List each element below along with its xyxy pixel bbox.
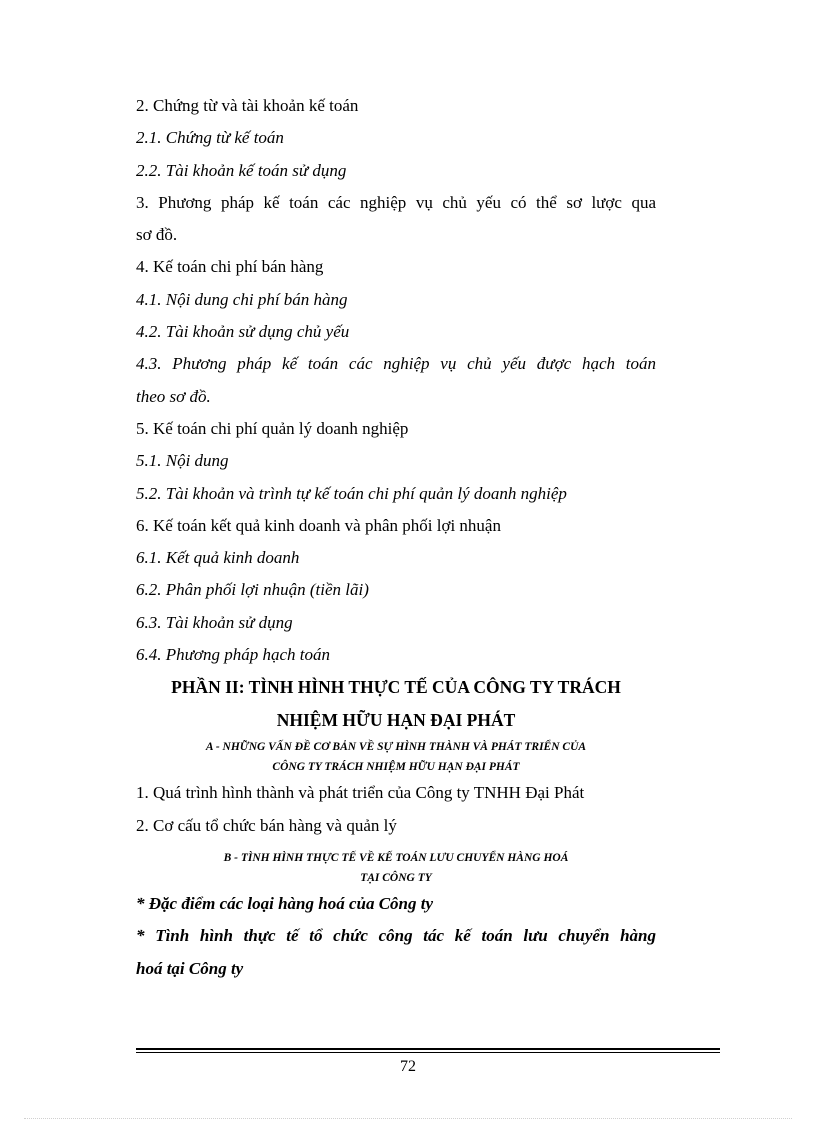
page-content <box>136 90 656 985</box>
section-a-item-2: 2. Cơ cấu tổ chức bán hàng và quản lý <box>136 815 397 835</box>
page-number: 72 <box>400 1058 416 1075</box>
toc-item-2-1: 2.1. Chứng từ kế toán <box>136 128 284 148</box>
bullet-actual-situation: * Tình hình thực tế tổ chức công tác kế toán lưu chuyển hàng <box>136 926 656 946</box>
toc-item-2-2: 2.2. Tài khoản kế toán sử dụng <box>136 160 347 180</box>
section-a-title <box>136 737 656 777</box>
section-a-title-line-2: CÔNG TY TRÁCH NHIỆM HỮU HẠN ĐẠI PHÁT <box>272 761 520 774</box>
section-b-title <box>136 848 656 888</box>
part-title <box>136 671 656 737</box>
toc-heading-4: 4. Kế toán chi phí bán hàng <box>136 257 324 277</box>
part-title-line-1: PHẦN II: TÌNH HÌNH THỰC TẾ CỦA CÔNG TY TRÁCH <box>171 677 621 698</box>
toc-heading-5: 5. Kế toán chi phí quản lý doanh nghiệp <box>136 418 409 438</box>
toc-item-6-3: 6.3. Tài khoản sử dụng <box>136 612 293 632</box>
page-bottom-border <box>24 1118 792 1119</box>
toc-item-6-2: 6.2. Phân phối lợi nhuận (tiền lãi) <box>136 580 369 600</box>
toc-item-4-1: 4.1. Nội dung chi phí bán hàng <box>136 289 348 309</box>
toc-heading-3-cont: sơ đồ. <box>136 225 178 245</box>
toc-item-4-3: 4.3. Phương pháp kế toán các nghiệp vụ chủ yếu được hạch toán <box>136 354 656 374</box>
toc-item-6-4: 6.4. Phương pháp hạch toán <box>136 645 330 665</box>
section-a-item-1: 1. Quá trình hình thành và phát triển của Công ty TNHH Đại Phát <box>136 783 585 803</box>
part-title-line-2: NHIỆM HỮU HẠN ĐẠI PHÁT <box>276 710 516 731</box>
toc-item-6-1: 6.1. Kết quả kinh doanh <box>136 548 300 568</box>
toc-heading-6: 6. Kế toán kết quả kinh doanh và phân phối lợi nhuận <box>136 515 501 535</box>
footer-double-rule <box>136 1048 720 1053</box>
bullet-goods-characteristics: * Đặc điểm các loại hàng hoá của Công ty <box>136 893 434 913</box>
section-b-title-line-2: TẠI CÔNG TY <box>360 871 432 884</box>
toc-item-5-2: 5.2. Tài khoản và trình tự kế toán chi phí quản lý doanh nghiệp <box>136 483 567 503</box>
toc-item-5-1: 5.1. Nội dung <box>136 451 229 471</box>
section-a-title-line-1: A - NHỮNG VẤN ĐỀ CƠ BẢN VỀ SỰ HÌNH THÀNH VÀ PHÁT TRIỂN CỦA <box>205 741 587 754</box>
section-b-title-line-1: B - TÌNH HÌNH THỰC TẾ VỀ KẾ TOÁN LƯU CHUYỂN HÀNG HOÁ <box>223 851 569 864</box>
toc-heading-3: 3. Phương pháp kế toán các nghiệp vụ chủ yếu có thể sơ lược qua <box>136 192 656 212</box>
toc-heading-2: 2. Chứng từ và tài khoản kế toán <box>136 96 359 115</box>
toc-item-4-2: 4.2. Tài khoản sử dụng chủ yếu <box>136 322 350 342</box>
bullet-actual-situation-cont: hoá tại Công ty <box>136 958 244 978</box>
toc-item-4-3-cont: theo sơ đồ. <box>136 386 211 406</box>
